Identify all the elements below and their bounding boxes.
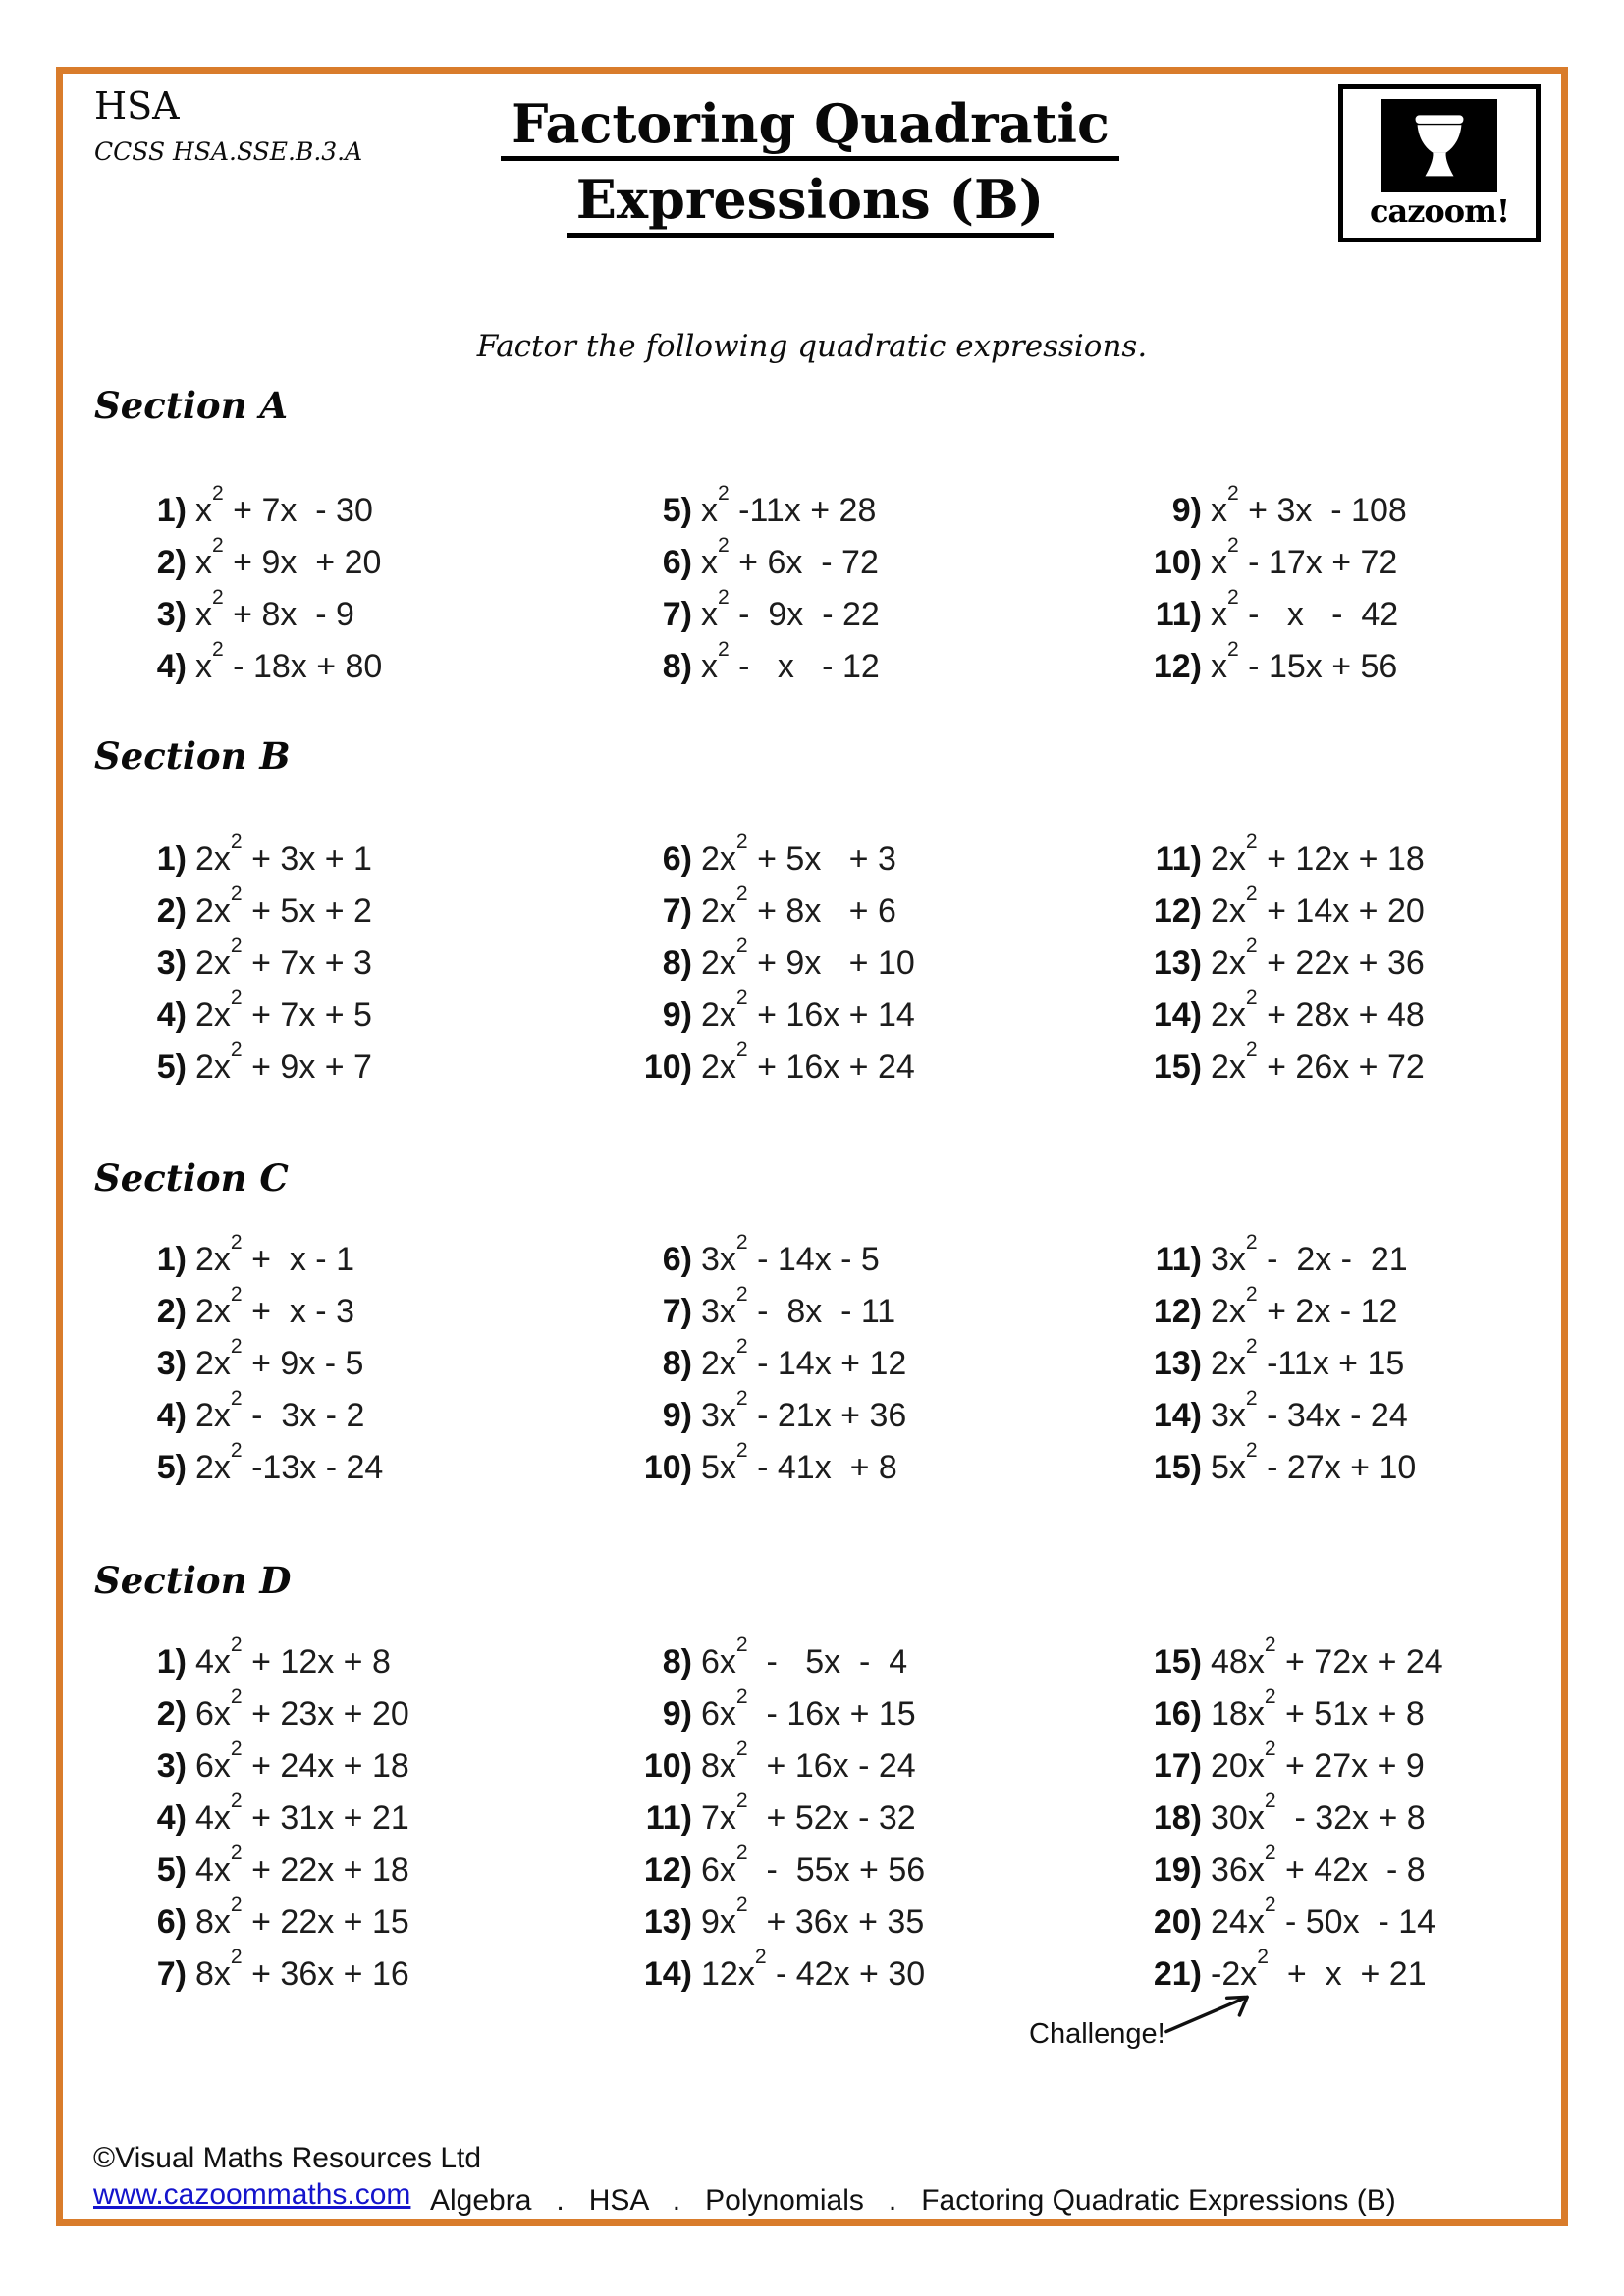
problem-expression: $9x^2 + 36x + 35$ [701,1893,925,1941]
problem-number: 14) [1153,996,1202,1034]
problem-number: 12) [1153,648,1202,685]
problem-expression: $6x^2 + 23x + 20$ [195,1684,409,1733]
problem-number: 10) [643,1048,692,1086]
problem-row [641,881,915,937]
problem-row [135,934,372,989]
problem-expression: $2x^2 + x - 1$ [195,1230,354,1278]
problem-row [641,986,915,1041]
page-title [393,94,1227,238]
problem-number: 11) [1155,596,1202,633]
problem-expression: $x^2 + 9x + 20$ [195,533,382,581]
problem-row [1151,1893,1443,1949]
problem-row [1151,1789,1443,1844]
problem-expression: $18x^2 + 51x + 8$ [1211,1684,1425,1733]
problem-number: 6) [156,1903,187,1941]
section-a-label: Section A [94,384,289,427]
problem-number: 5) [662,492,692,529]
section-d-column-2 [641,1632,926,2001]
problem-number: 9) [662,1397,692,1434]
problem-expression: $2x^2 + 14x + 20$ [1211,881,1425,930]
problem-row [135,1334,383,1390]
problem-row [1151,934,1425,989]
problem-row [641,1282,906,1338]
problem-number: 8) [662,944,692,982]
problem-number: 1) [156,1643,187,1681]
problem-row [641,637,880,693]
problem-row [1151,1841,1443,1896]
problem-expression: $24x^2 - 50x - 14$ [1211,1893,1436,1941]
problem-number: 17) [1153,1747,1202,1785]
section-c-column-1 [135,1230,384,1494]
problem-expression: $3x^2 - 2x - 21$ [1211,1230,1408,1278]
problem-expression: $12x^2 - 42x + 30$ [701,1945,926,1993]
problem-number: 19) [1153,1851,1202,1889]
problem-number: 16) [1153,1695,1202,1733]
problem-number: 7) [662,1293,692,1330]
problem-row [641,1038,915,1094]
problem-number: 2) [156,544,187,581]
problem-number: 8) [662,648,692,685]
problem-expression: $8x^2 + 16x - 24$ [701,1736,916,1785]
problem-expression: $2x^2 + x - 3$ [195,1282,354,1330]
problem-number: 6) [662,1241,692,1278]
problem-row [135,1789,409,1844]
problem-number: 12) [1153,1293,1202,1330]
problem-number: 18) [1153,1799,1202,1837]
problem-number: 21) [1153,1955,1202,1993]
page-title-line2: Expressions (B) [567,170,1054,237]
problem-expression: $2x^2 - 3x - 2$ [195,1386,365,1434]
problem-row [1151,481,1407,537]
problem-row [135,481,382,537]
problem-number: 13) [1153,1345,1202,1382]
problem-row [135,1841,409,1896]
problem-number: 11) [1155,1241,1202,1278]
problem-row [135,1038,372,1094]
problem-expression: $48x^2 + 72x + 24$ [1211,1632,1443,1681]
page-title-line1: Factoring Quadratic [501,94,1119,161]
arrow-up-right-icon [1161,1987,1257,2038]
problem-row [135,533,382,589]
problem-expression: $x^2 + 8x - 9$ [195,585,354,633]
problem-expression: $x^2$ - x - 12 [701,637,880,685]
problem-expression: $4x^2 + 31x + 21$ [195,1789,409,1837]
problem-row [135,1438,384,1494]
problem-number: 12) [1153,892,1202,930]
problem-expression: $x^2 - 9x - 22$ [701,585,880,633]
problem-expression: $2x^2$ -11x + 15 [1211,1334,1405,1382]
problem-expression: $x^2 + 7x - 30$ [195,481,373,529]
problem-number: 7) [156,1955,187,1993]
problem-number: 3) [156,596,187,633]
breadcrumb: Algebra . HSA . Polynomials . Factoring Quadratic Expressions (B) [430,2184,1396,2216]
problem-number: 13) [1153,944,1202,982]
problem-number: 3) [156,1747,187,1785]
problem-expression: $3x^2 - 21x + 36$ [701,1386,907,1434]
problem-expression: $x^2 - 18x + 80$ [195,637,383,685]
problem-expression: $2x^2 + 7x + 3$ [195,934,372,982]
problem-row [1151,1438,1417,1494]
problem-number: 12) [643,1851,692,1889]
problem-row [641,829,915,885]
problem-row [135,1282,383,1338]
problem-number: 4) [156,1799,187,1837]
problem-row [135,1945,409,2001]
problem-number: 8) [662,1345,692,1382]
problem-expression: $-2x^2 + x + 21$ [1211,1945,1427,1993]
problem-expression: $36x^2 + 42x - 8$ [1211,1841,1426,1889]
problem-expression: $2x^2 + 12x + 18$ [1211,829,1425,878]
problem-row [135,1386,383,1442]
problem-number: 9) [662,996,692,1034]
problem-number: 10) [643,1747,692,1785]
worksheet-instruction: Factor the following quadratic expressions. [476,329,1148,364]
problem-row [1151,1736,1443,1792]
problem-number: 10) [643,1449,692,1486]
problem-number: 3) [156,1345,187,1382]
problem-number: 3) [156,944,187,982]
problem-expression: $2x^2 - 14x + 12$ [701,1334,907,1382]
problem-row [135,986,372,1041]
problem-row [1151,1684,1443,1740]
problem-number: 11) [645,1799,692,1837]
problem-expression: $7x^2 + 52x - 32$ [701,1789,916,1837]
problem-expression: $x^2$ -11x + 28 [701,481,877,529]
problem-number: 1) [156,1241,187,1278]
problem-row [1151,533,1407,589]
problem-row [641,533,880,589]
problem-row [1151,1334,1416,1390]
problem-row [641,1386,907,1442]
problem-row [135,1230,383,1286]
problem-number: 10) [1153,544,1202,581]
section-d-column-3 [1151,1632,1443,2001]
problem-expression: $8x^2 + 22x + 15$ [195,1893,409,1941]
problem-expression: $2x^2 + 9x + 10$ [701,934,915,982]
problem-expression: $5x^2 - 41x + 8$ [701,1438,897,1486]
problem-number: 7) [662,892,692,930]
section-c-label: Section C [94,1156,289,1200]
copyright-text: ©Visual Maths Resources Ltd [93,2142,482,2174]
problem-expression: $x^2 - 17x + 72$ [1211,533,1398,581]
problem-expression: $2x^2 + 9x - 5$ [195,1334,364,1382]
problem-expression: $6x^2 - 16x + 15$ [701,1684,916,1733]
problem-row [641,1789,925,1844]
problem-expression: $3x^2 - 8x - 11$ [701,1282,896,1330]
standard-code: CCSS HSA.SSE.B.3.A [94,137,363,166]
problem-row [135,1632,409,1688]
problem-row [135,1736,409,1792]
problem-number: 6) [662,840,692,878]
problem-expression: $30x^2 - 32x + 8$ [1211,1789,1426,1837]
problem-row [641,1841,926,1896]
problem-number: 9) [1171,492,1202,529]
problem-expression: $2x^2 + 8x + 6$ [701,881,896,930]
problem-number: 15) [1153,1048,1202,1086]
section-c-column-2 [641,1230,907,1494]
problem-number: 4) [156,1397,187,1434]
challenge-label: Challenge! [1029,2018,1165,2050]
website-link[interactable]: www.cazoommaths.com [93,2178,411,2211]
problem-expression: $2x^2 + 9x + 7$ [195,1038,372,1086]
problem-number: 8) [662,1643,692,1681]
section-d-label: Section D [94,1559,292,1602]
problem-expression: $8x^2 + 36x + 16$ [195,1945,409,1993]
problem-row [641,1945,926,2001]
problem-expression: $x^2 + 3x - 108$ [1211,481,1407,529]
section-b-column-2 [641,829,915,1094]
problem-row [641,1632,925,1688]
problem-expression: $2x^2 + 3x + 1$ [195,829,372,878]
problem-row [135,1893,409,1949]
section-a-column-3 [1151,481,1407,693]
problem-number: 20) [1153,1903,1202,1941]
section-a-column-2 [641,481,880,693]
problem-row [135,1684,409,1740]
cazoom-logo [1338,84,1541,242]
problem-row [1151,1386,1416,1442]
problem-row [135,829,372,885]
problem-number: 11) [1155,840,1202,878]
problem-row [1151,1038,1425,1094]
problem-expression: $5x^2 - 27x + 10$ [1211,1438,1417,1486]
problem-number: 2) [156,1293,187,1330]
problem-row [641,1230,906,1286]
problem-expression: $6x^2 - 5x - 4$ [701,1632,908,1681]
problem-number: 6) [662,544,692,581]
problem-number: 9) [662,1695,692,1733]
problem-expression: $x^2 + 6x - 72$ [701,533,879,581]
problem-number: 4) [156,648,187,685]
section-b-column-1 [135,829,372,1094]
problem-expression: $3x^2 - 34x - 24$ [1211,1386,1408,1434]
problem-row [641,585,880,641]
logo-wordmark: cazoom! [1370,192,1509,230]
problem-number: 15) [1153,1643,1202,1681]
problem-expression: $x^2 - 15x + 56$ [1211,637,1398,685]
problem-number: 13) [643,1903,692,1941]
problem-number: 1) [156,840,187,878]
problem-row [1151,585,1407,641]
problem-row [641,1334,907,1390]
problem-number: 14) [1153,1397,1202,1434]
problem-expression: $2x^2 + 28x + 48$ [1211,986,1425,1034]
problem-row [641,1684,925,1740]
problem-expression: $2x^2$ -13x - 24 [195,1438,384,1486]
problem-row [641,1438,906,1494]
problem-number: 15) [1153,1449,1202,1486]
problem-row [1151,1282,1416,1338]
problem-number: 4) [156,996,187,1034]
problem-number: 2) [156,892,187,930]
problem-row [1151,637,1407,693]
problem-row [135,637,383,693]
problem-row [135,585,382,641]
problem-expression: $2x^2 + 7x + 5$ [195,986,372,1034]
problem-expression: $x^2$ - x - 42 [1211,585,1399,633]
problem-number: 5) [156,1048,187,1086]
section-d-column-1 [135,1632,409,2001]
problem-number: 5) [156,1449,187,1486]
problem-row [641,934,915,989]
section-b-label: Section B [94,734,291,777]
section-b-column-3 [1151,829,1425,1094]
course-code: HSA [94,84,180,128]
problem-expression: $2x^2 + 16x + 24$ [701,1038,915,1086]
problem-expression: $6x^2 - 55x + 56$ [701,1841,926,1889]
problem-row [641,1736,925,1792]
problem-row [641,481,880,537]
problem-expression: $2x^2 + 5x + 2$ [195,881,372,930]
problem-expression: $3x^2 - 14x - 5$ [701,1230,880,1278]
problem-row [135,881,372,937]
problem-expression: $4x^2 + 12x + 8$ [195,1632,391,1681]
problem-expression: $2x^2 + 2x - 12$ [1211,1282,1398,1330]
problem-expression: $2x^2 + 26x + 72$ [1211,1038,1425,1086]
problem-row [1151,1230,1416,1286]
problem-number: 5) [156,1851,187,1889]
problem-number: 2) [156,1695,187,1733]
problem-number: 14) [643,1955,692,1993]
section-a-column-1 [135,481,383,693]
problem-expression: $2x^2 + 16x + 14$ [701,986,915,1034]
problem-expression: $4x^2 + 22x + 18$ [195,1841,409,1889]
problem-expression: $2x^2 + 5x + 3$ [701,829,896,878]
problem-expression: $2x^2 + 22x + 36$ [1211,934,1425,982]
problem-expression: $6x^2 + 24x + 18$ [195,1736,409,1785]
problem-row [1151,829,1425,885]
problem-expression: $20x^2 + 27x + 9$ [1211,1736,1425,1785]
problem-row [1151,881,1425,937]
problem-number: 1) [156,492,187,529]
problem-row [1151,1632,1443,1688]
problem-number: 7) [662,596,692,633]
section-c-column-3 [1151,1230,1417,1494]
problem-row [641,1893,925,1949]
problem-row [1151,986,1425,1041]
djembe-drum-icon [1407,106,1472,187]
logo-drum-panel [1381,99,1497,192]
